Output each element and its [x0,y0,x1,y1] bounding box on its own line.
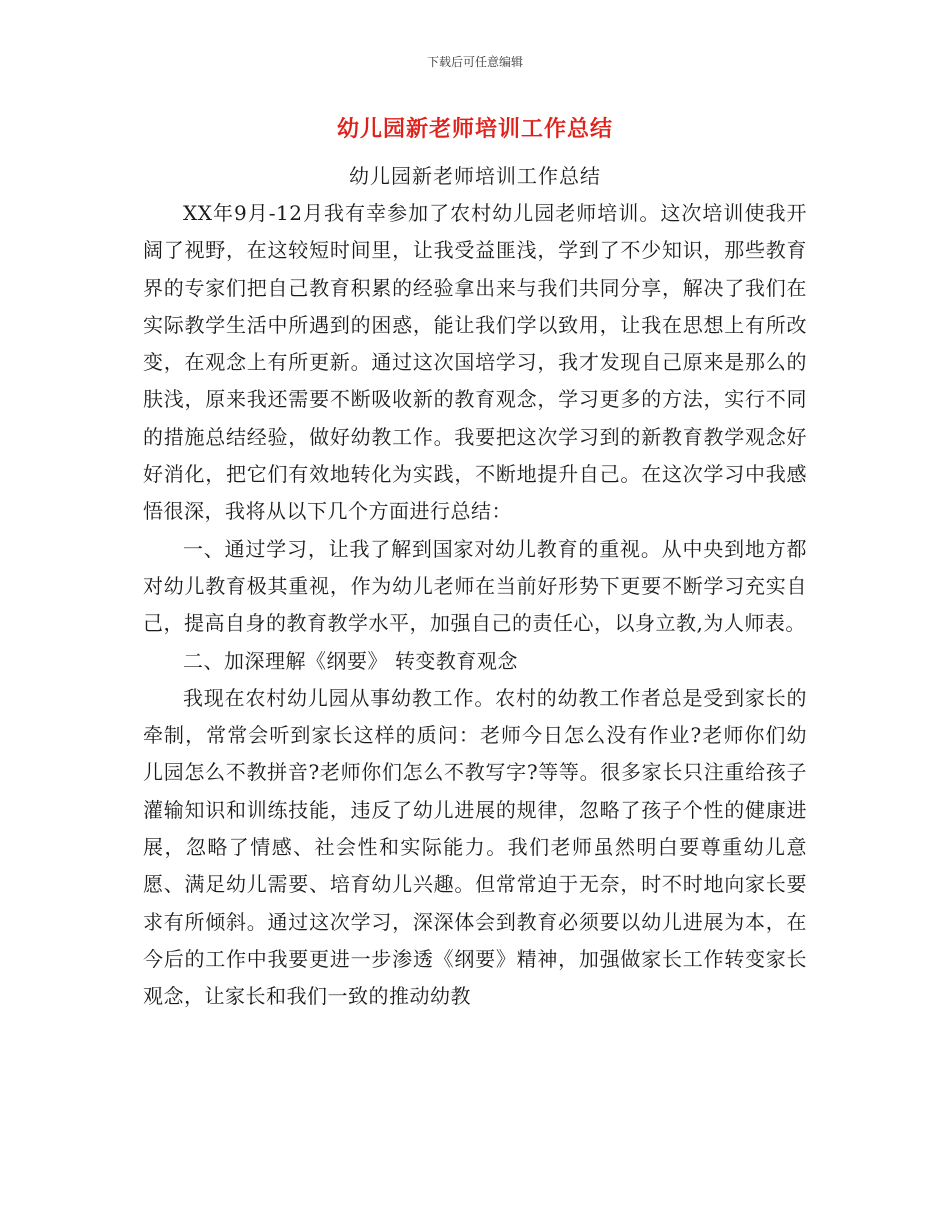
paragraph-section-two: 我现在农村幼儿园从事幼教工作。农村的幼教工作者总是受到家长的牵制，常常会听到家长这样的质问：老师今日怎么没有作业?老师你们幼儿园怎么不教拼音?老师你们怎么不教写字?等等。很多家长只注重给孩子灌输知识和训练技能，违反了幼儿进展的规律，忽略了孩子个性的健康进展，忽略了情感、社会性和实际能力。我们老师虽然明白要尊重幼儿意愿、满足幼儿需要、培育幼儿兴趣。但常常迫于无奈，时不时地向家长要求有所倾斜。通过这次学习，深深体会到教育必须要以幼儿进展为本，在今后的工作中我要更进一步渗透《纲要》精神，加强做家长工作转变家长观念，让家长和我们一致的推动幼教 [143,685,807,1009]
document-body [143,195,807,1016]
header-note: 下载后可任意编辑 [426,55,523,69]
document-subtitle: 幼儿园新老师培训工作总结 [349,164,601,188]
section-heading-two: 二、加深理解《纲要》 转变教育观念 [183,648,518,673]
paragraph-section-one: 一、通过学习，让我了解到国家对幼儿教育的重视。从中央到地方都对幼儿教育极其重视，作为幼儿老师在当前好形势下更要不断学习充实自己，提高自身的教育教学水平，加强自己的责任心，以身立教,为人师表。 [143,536,807,636]
paragraph-intro: XX年9月-12月我有幸参加了农村幼儿园老师培训。这次培训使我开阔了视野，在这较短时间里，让我受益匪浅，学到了不少知识，那些教育界的专家们把自己教育积累的经验拿出来与我们共同分享，解决了我们在实际教学生活中所遇到的困惑，能让我们学以致用，让我在思想上有所改变，在观念上有所更新。通过这次国培学习，我才发现自己原来是那么的肤浅，原来我还需要不断吸收新的教育观念，学习更多的方法，实行不同的措施总结经验，做好幼教工作。我要把这次学习到的新教育教学观念好好消化，把它们有效地转化为实践，不断地提升自己。在这次学习中我感悟很深，我将从以下几个方面进行总结： [143,201,807,524]
document-title: 幼儿园新老师培训工作总结 [336,117,613,142]
